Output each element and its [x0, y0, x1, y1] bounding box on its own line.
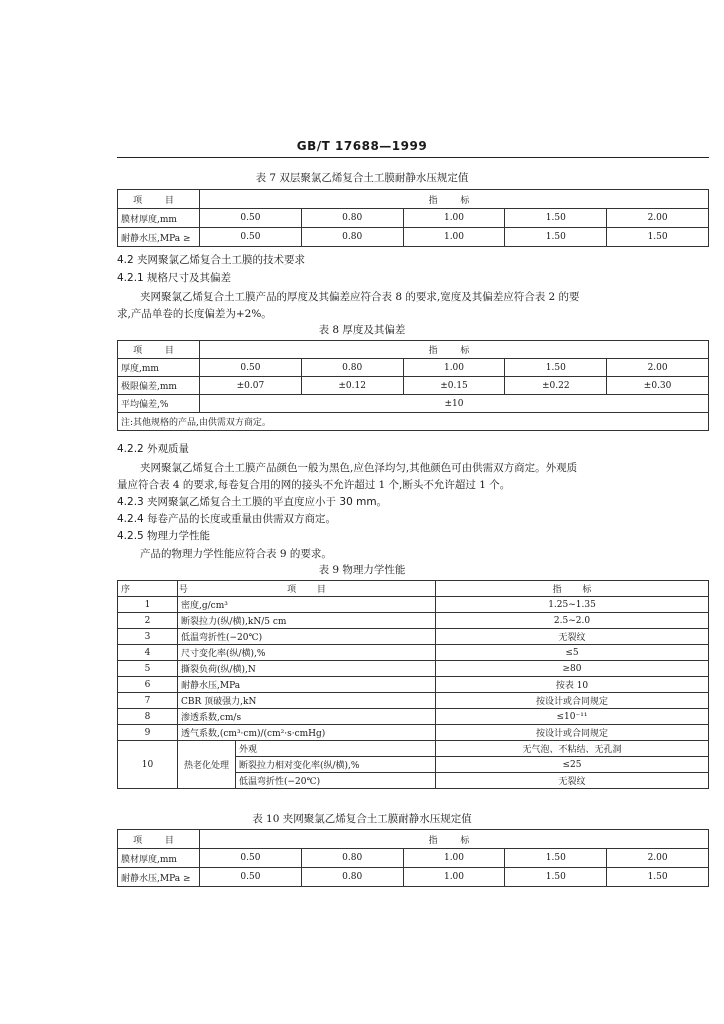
section-heading: 4.2.2 外观质量 [117, 443, 190, 455]
table-cell: ≤5 [436, 645, 709, 661]
table10-header-item: 项 目 [118, 830, 200, 849]
table-cell: ±0.30 [607, 377, 709, 395]
table-cell: 1.25~1.35 [436, 597, 709, 613]
table-cell: 外观 [236, 741, 436, 757]
table8 [117, 340, 709, 431]
table-cell: 热老化处理 [178, 741, 236, 789]
table-row [118, 677, 709, 693]
table9 [117, 580, 709, 789]
table-note: 注:其他规格的产品,由供需双方商定。 [118, 413, 709, 431]
table9-caption: 表 9 物理力学性能 [318, 564, 406, 576]
section-heading: 4.2.5 物理力学性能 [117, 530, 211, 542]
table-cell: 膜材厚度,mm [118, 849, 200, 868]
table-row [118, 209, 709, 228]
table-cell: 1.50 [505, 359, 607, 377]
table-cell: 2 [118, 613, 178, 629]
section-text: 4.2.4 每卷产品的长度或重量由供需双方商定。 [117, 513, 337, 525]
header-rule [117, 157, 709, 158]
table-cell: 10 [118, 741, 178, 789]
table-row [118, 228, 709, 247]
table-cell: 低温弯折性(−20℃) [178, 629, 436, 645]
table7-header-item: 项 目 [118, 190, 200, 209]
table-cell: 低温弯折性(−20℃) [236, 773, 436, 789]
table-cell: ±10 [200, 395, 709, 413]
table-cell: 2.00 [607, 209, 709, 228]
table-cell: ±0.22 [505, 377, 607, 395]
table-cell: ≤25 [436, 757, 709, 773]
table-cell: 1 [118, 597, 178, 613]
paragraph: 量应符合表 4 的要求,每卷复合用的网的接头不允许超过 1 个,断头不允许超过 1 个。 [117, 479, 511, 491]
table7 [117, 189, 709, 247]
table-row [118, 725, 709, 741]
table-cell: 1.50 [505, 209, 607, 228]
table-cell: 透气系数,(cm³·cm)/(cm²·s·cmHg) [178, 725, 436, 741]
table-row [118, 613, 709, 629]
table7-header-index: 指 标 [200, 190, 709, 209]
table10-header-index: 指 标 [200, 830, 709, 849]
table-cell: 密度,g/cm³ [178, 597, 436, 613]
table-cell: 1.50 [505, 228, 607, 247]
table-cell: 8 [118, 709, 178, 725]
table9-header-no: 序 号 [118, 581, 178, 597]
table-cell: 耐静水压,MPa ≥ [118, 868, 200, 887]
table-row [118, 597, 709, 613]
table-cell: 0.80 [301, 228, 403, 247]
table-cell: CBR 顶破强力,kN [178, 693, 436, 709]
table-cell: 2.00 [607, 849, 709, 868]
table-cell: 断裂拉力(纵/横),kN/5 cm [178, 613, 436, 629]
table-cell: ±0.15 [403, 377, 505, 395]
table-cell: 7 [118, 693, 178, 709]
table-cell: 无气泡、不粘结、无孔洞 [436, 741, 709, 757]
table8-caption: 表 8 厚度及其偏差 [318, 324, 406, 336]
table-cell: 膜材厚度,mm [118, 209, 200, 228]
section-heading: 4.2.1 规格尺寸及其偏差 [117, 272, 232, 284]
table-row [118, 395, 709, 413]
table-cell: 0.50 [200, 868, 302, 887]
table-cell: 1.50 [505, 868, 607, 887]
page-title: GB/T 17688—1999 [296, 139, 428, 153]
table-cell: 4 [118, 645, 178, 661]
table-cell: 0.50 [200, 209, 302, 228]
paragraph: 产品的物理力学性能应符合表 9 的要求。 [140, 548, 332, 560]
table-cell: 9 [118, 725, 178, 741]
table-row [118, 849, 709, 868]
paragraph: 夹网聚氯乙烯复合土工膜产品颜色一般为黑色,应色泽均匀,其他颜色可由供需双方商定。外观质 [140, 462, 578, 474]
table-cell: ≥80 [436, 661, 709, 677]
table-cell: 断裂拉力相对变化率(纵/横),% [236, 757, 436, 773]
table-cell: 平均偏差,% [118, 395, 200, 413]
section-text: 4.2.3 夹网聚氯乙烯复合土工膜的平直度应小于 30 mm。 [117, 496, 388, 508]
section-heading: 4.2 夹网聚氯乙烯复合土工膜的技术要求 [117, 254, 306, 266]
table-cell: 按设计或合同规定 [436, 693, 709, 709]
table-row [118, 359, 709, 377]
table-cell: ±0.07 [200, 377, 302, 395]
table-cell: 1.00 [403, 849, 505, 868]
table-row [118, 741, 709, 757]
table-cell: 0.80 [301, 359, 403, 377]
table-cell: 按设计或合同规定 [436, 725, 709, 741]
table-cell: 1.50 [607, 868, 709, 887]
table-cell: 1.00 [403, 209, 505, 228]
table-row [118, 629, 709, 645]
table-cell: 3 [118, 629, 178, 645]
table-cell: 渗透系数,cm/s [178, 709, 436, 725]
table-cell: 0.50 [200, 228, 302, 247]
table-cell: 1.50 [505, 849, 607, 868]
table-cell: 6 [118, 677, 178, 693]
table8-header-item: 项 目 [118, 341, 200, 359]
table-cell: 无裂纹 [436, 629, 709, 645]
table-row [118, 693, 709, 709]
table10 [117, 829, 709, 887]
table-row [118, 709, 709, 725]
table-cell: 0.50 [200, 849, 302, 868]
table-row [118, 377, 709, 395]
paragraph: 夹网聚氯乙烯复合土工膜产品的厚度及其偏差应符合表 8 的要求,宽度及其偏差应符合表 2 的要 [140, 291, 580, 303]
table-cell: 1.50 [607, 228, 709, 247]
table-cell: 1.00 [403, 228, 505, 247]
table-cell: 耐静水压,MPa [178, 677, 436, 693]
table-cell: ≤10⁻¹¹ [436, 709, 709, 725]
table-row [118, 413, 709, 431]
table-cell: 0.80 [301, 209, 403, 228]
table-cell: 0.80 [301, 849, 403, 868]
table-cell: 极限偏差,mm [118, 377, 200, 395]
table-cell: 无裂纹 [436, 773, 709, 789]
table-cell: 撕裂负荷(纵/横),N [178, 661, 436, 677]
table9-header-index: 指 标 [436, 581, 709, 597]
table9-header-item: 项 目 [178, 581, 436, 597]
table-cell: 2.00 [607, 359, 709, 377]
table10-caption: 表 10 夹网聚氯乙烯复合土工膜耐静水压规定值 [252, 813, 472, 825]
table7-caption: 表 7 双层聚氯乙烯复合土工膜耐静水压规定值 [255, 172, 469, 184]
table-cell: ±0.12 [301, 377, 403, 395]
paragraph: 求,产品单卷的长度偏差为+2%。 [117, 308, 272, 320]
table-cell: 耐静水压,MPa ≥ [118, 228, 200, 247]
table-cell: 0.50 [200, 359, 302, 377]
table-row [118, 661, 709, 677]
table-row [118, 645, 709, 661]
table-cell: 尺寸变化率(纵/横),% [178, 645, 436, 661]
table-row [118, 868, 709, 887]
table-cell: 5 [118, 661, 178, 677]
table-cell: 按表 10 [436, 677, 709, 693]
table-cell: 0.80 [301, 868, 403, 887]
table8-header-index: 指 标 [200, 341, 709, 359]
table-cell: 1.00 [403, 359, 505, 377]
table-cell: 1.00 [403, 868, 505, 887]
table-cell: 2.5~2.0 [436, 613, 709, 629]
table-cell: 厚度,mm [118, 359, 200, 377]
